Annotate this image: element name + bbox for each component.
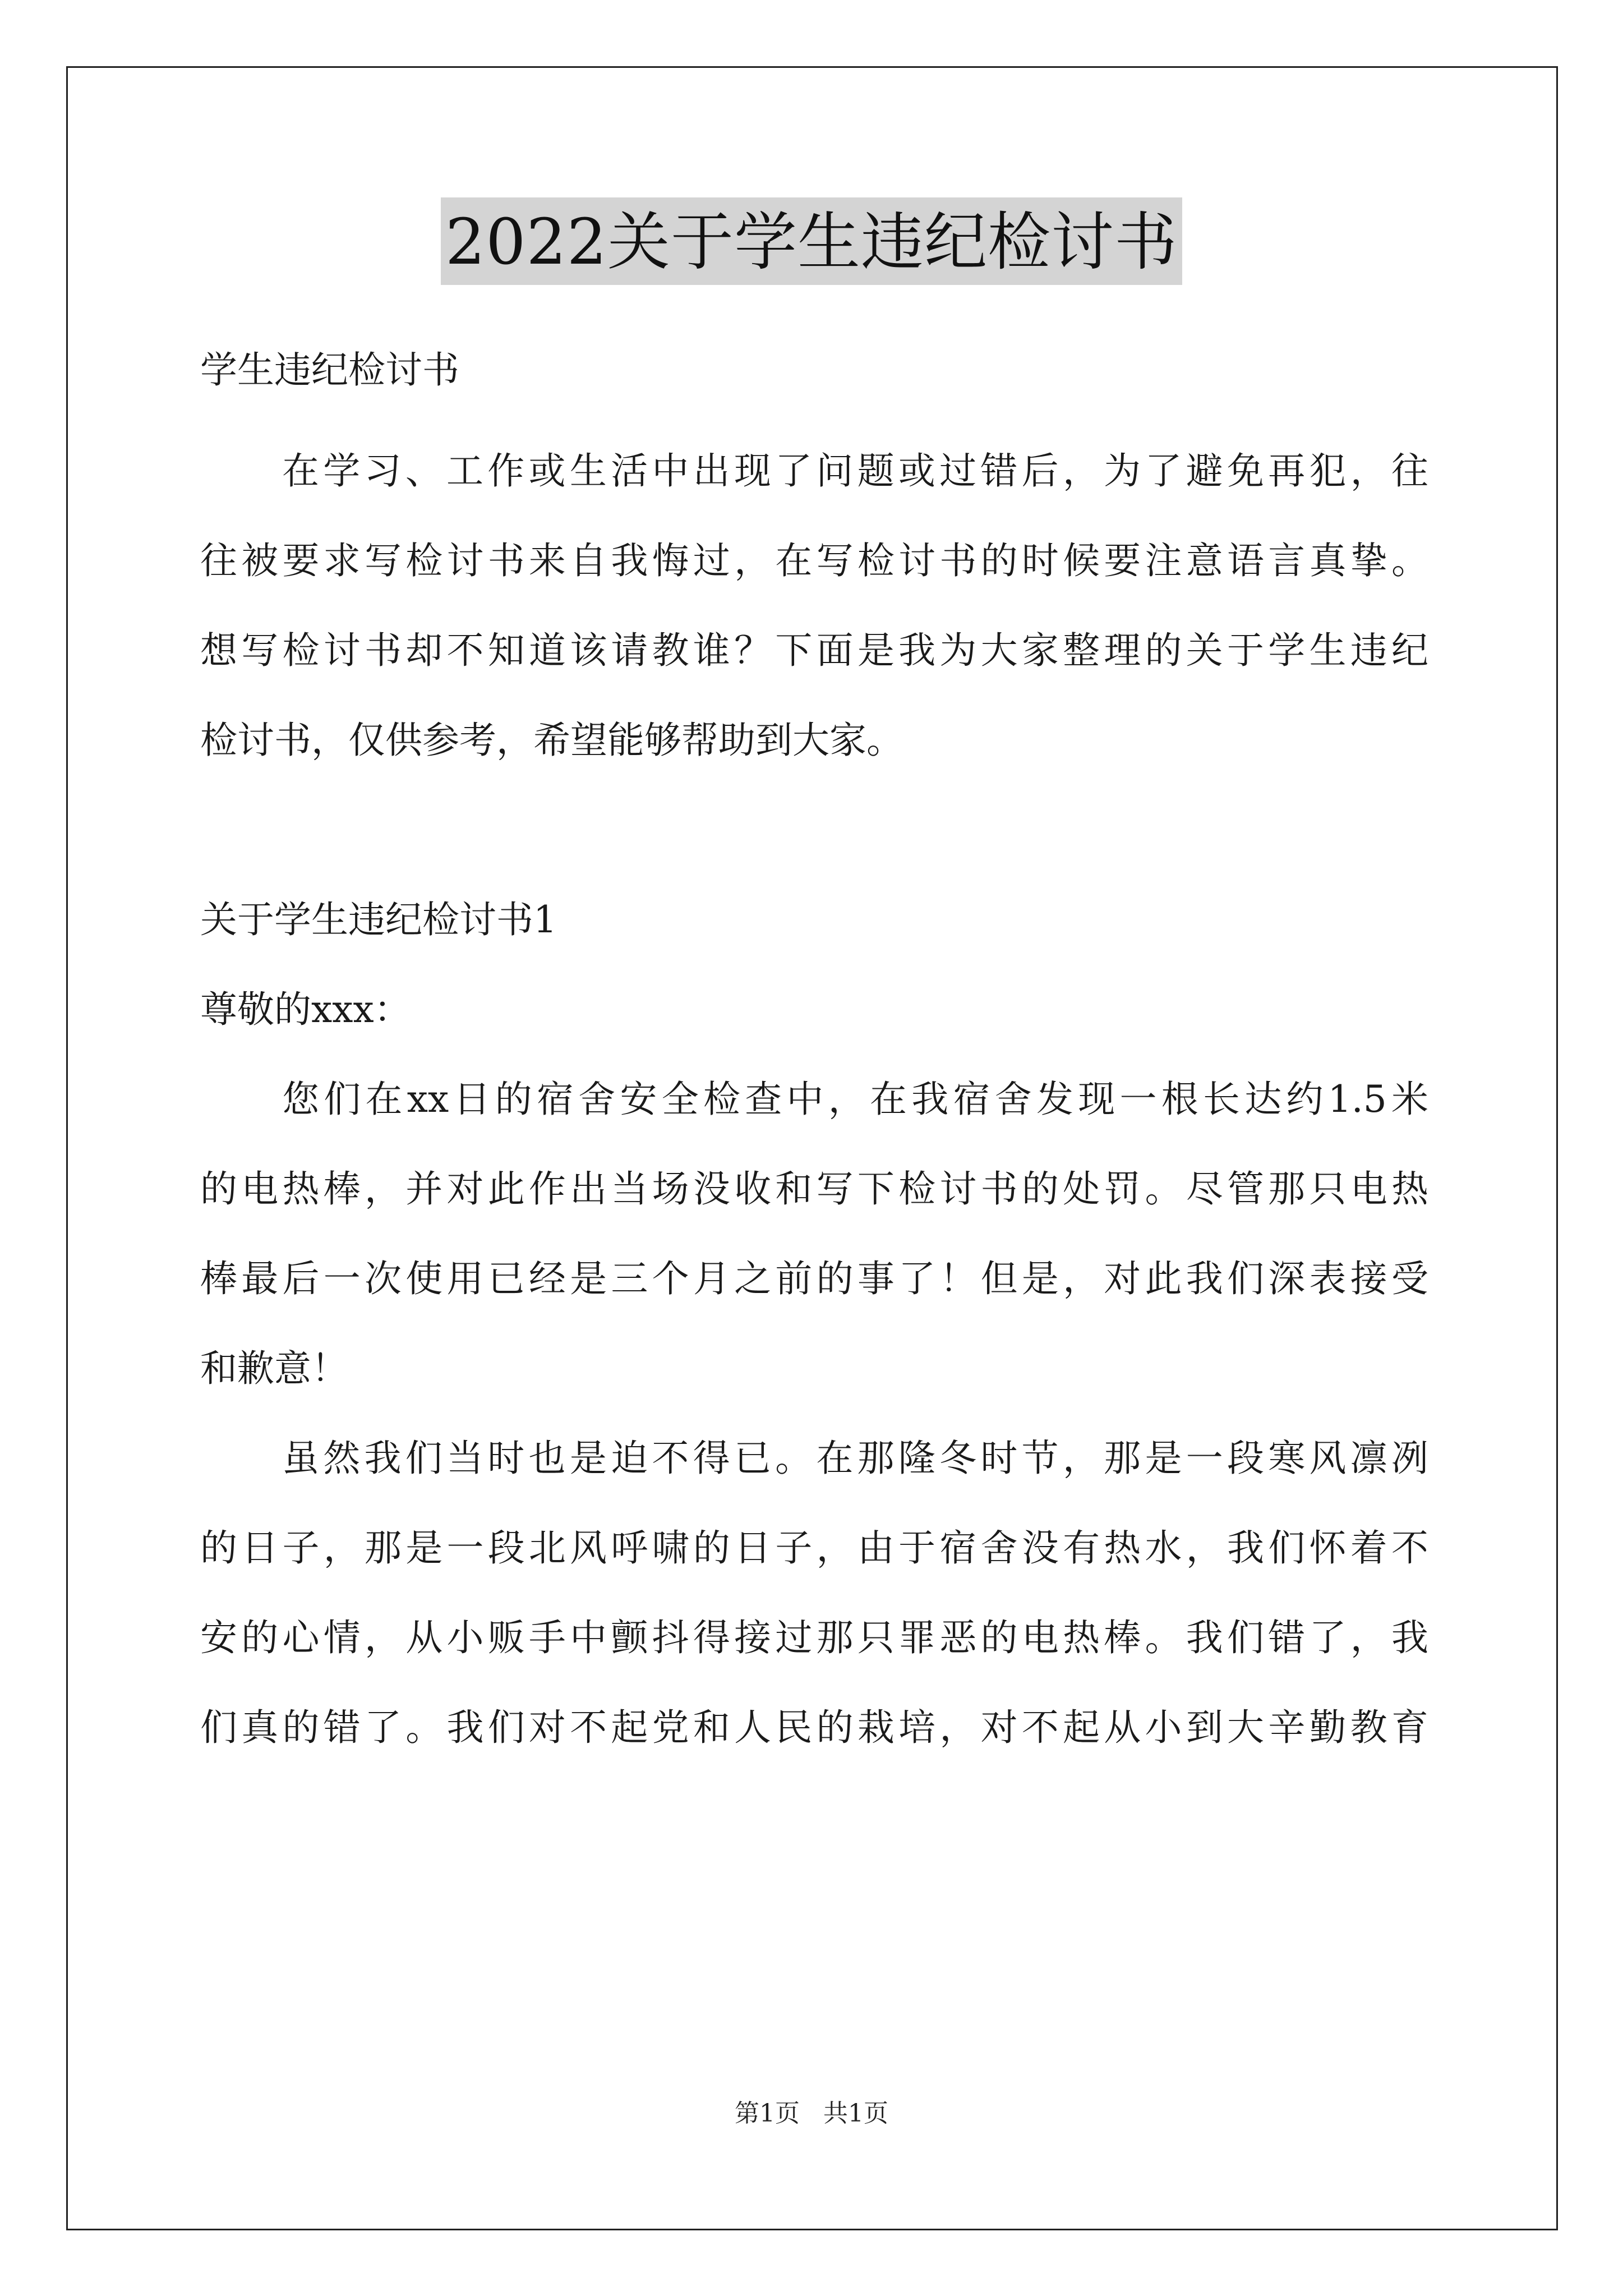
paragraph-line: 在学习、工作或生活中出现了问题或过错后，为了避免再犯，往: [282, 449, 1428, 493]
paragraph-line: 安的心情，从小贩手中颤抖得接过那只罪恶的电热棒。我们错了，我: [200, 1616, 1428, 1659]
paragraph-line: 和歉意！: [200, 1347, 348, 1390]
title-wrap: [0, 197, 1623, 285]
paragraph-line: 棒最后一次使用已经是三个月之前的事了！但是，对此我们深表接受: [200, 1257, 1428, 1300]
paragraph-line: 虽然我们当时也是迫不得已。在那隆冬时节，那是一段寒风凛冽: [282, 1437, 1428, 1480]
salutation: 尊敬的xxx：: [200, 988, 411, 1031]
section-heading: 学生违纪检讨书: [200, 348, 459, 392]
paragraph-line: 检讨书，仅供参考，希望能够帮助到大家。: [200, 719, 903, 762]
page-total: 共1页: [823, 2099, 888, 2128]
section-heading: 关于学生违纪检讨书1: [200, 898, 557, 941]
paragraph-line: 的电热棒，并对此作出当场没收和写下检讨书的处罚。尽管那只电热: [200, 1167, 1428, 1211]
paragraph-line: 您们在xx日的宿舍安全检查中，在我宿舍发现一根长达约1.5米: [282, 1078, 1428, 1121]
paragraph-line: 的日子，那是一段北风呼啸的日子，由于宿舍没有热水，我们怀着不: [200, 1526, 1428, 1570]
paragraph-line: 往被要求写检讨书来自我悔过，在写检讨书的时候要注意语言真挚。: [200, 539, 1428, 582]
page-number: 第1页: [735, 2099, 800, 2128]
page-footer: [0, 2098, 1623, 2129]
paragraph-line: 们真的错了。我们对不起党和人民的栽培，对不起从小到大辛勤教育: [200, 1706, 1428, 1749]
paragraph-line: 想写检讨书却不知道该请教谁？下面是我为大家整理的关于学生违纪: [200, 629, 1428, 672]
document-title: 2022关于学生违纪检讨书: [441, 197, 1182, 285]
